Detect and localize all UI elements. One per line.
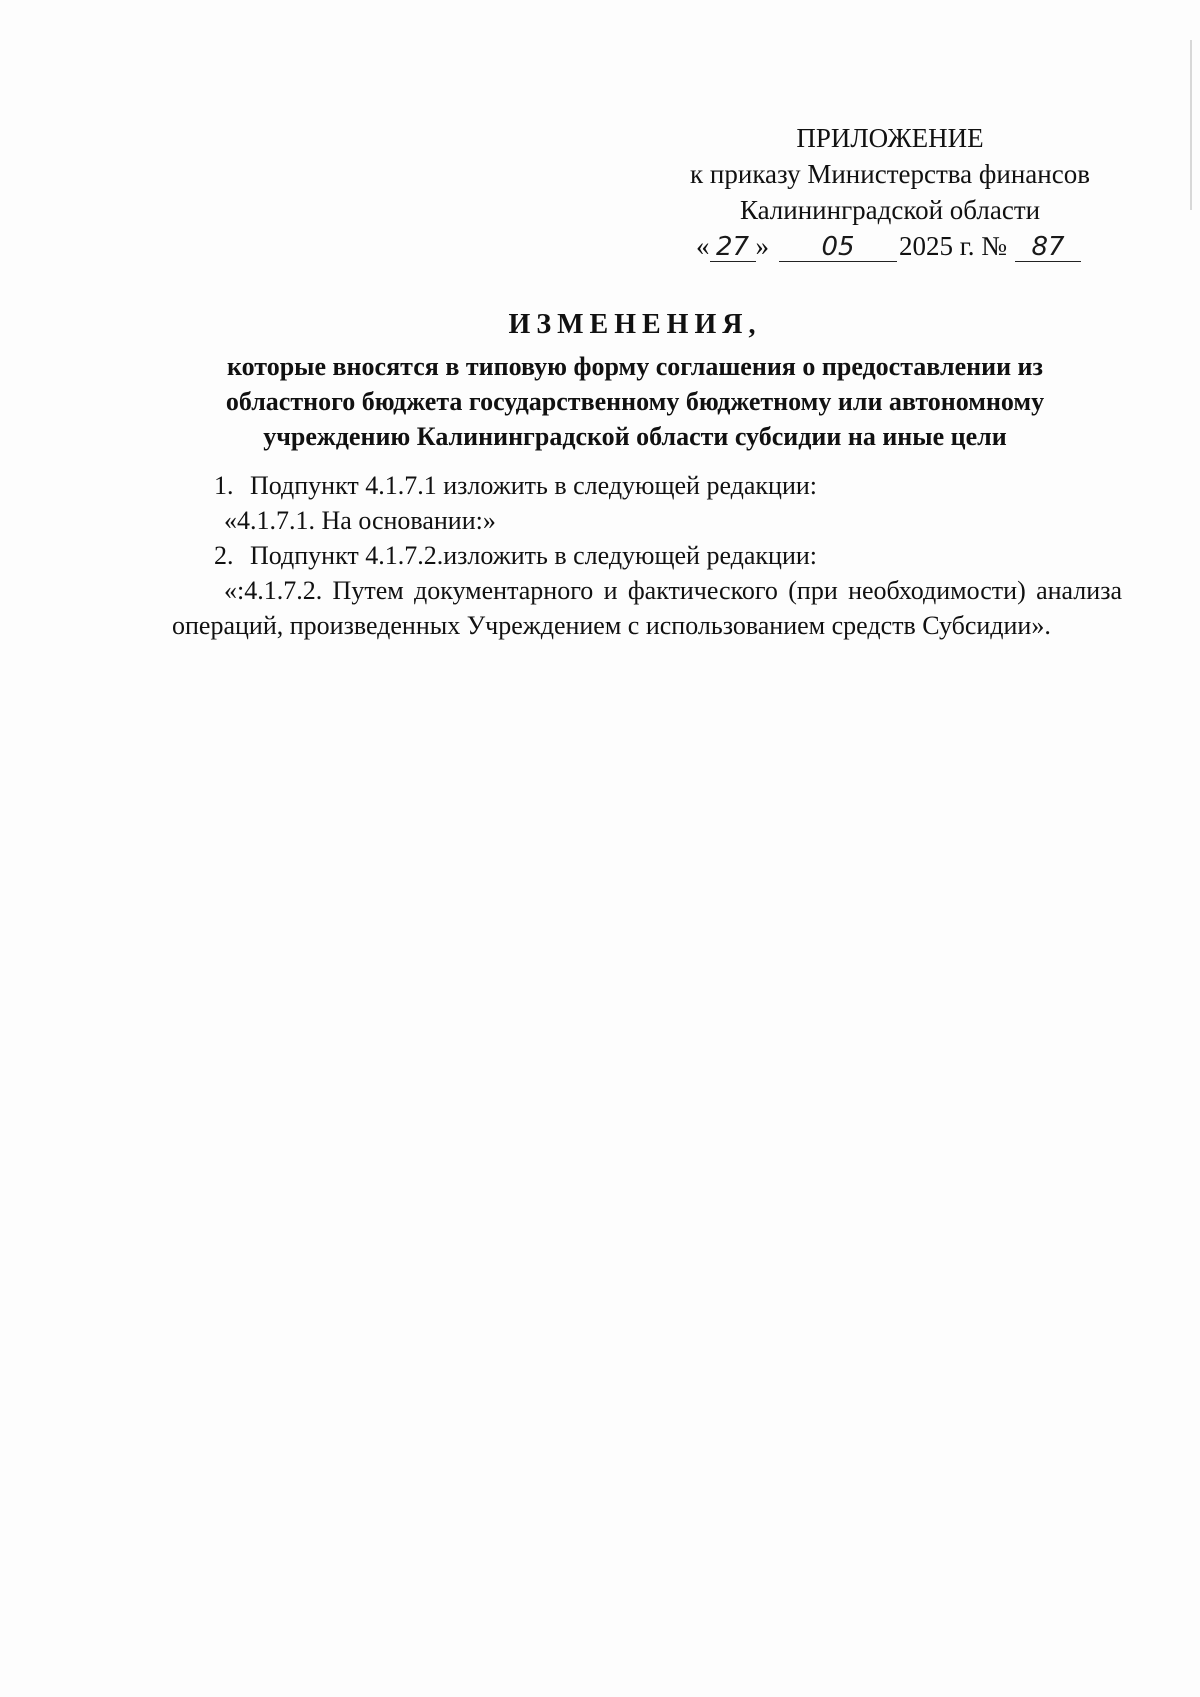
appendix-title: ПРИЛОЖЕНИЕ: [796, 123, 984, 153]
date-open-quote: «: [696, 231, 710, 261]
list-item: [172, 538, 1122, 573]
appendix-region: Калининградской области: [739, 195, 1041, 225]
date-day-handwritten: 27: [710, 233, 756, 262]
appendix-header: [660, 120, 1120, 264]
date-year-label: 2025 г. №: [899, 231, 1008, 261]
item-text: Подпункт 4.1.7.1 изложить в следующей редакции:: [250, 471, 818, 500]
scan-edge-mark: [1190, 40, 1192, 210]
item-number: 2.: [214, 541, 234, 570]
item-number: 1.: [214, 471, 234, 500]
quoted-text: «4.1.7.1. На основании:»: [224, 506, 496, 535]
date-close-quote: »: [755, 231, 769, 261]
document-body: [172, 468, 1122, 643]
item-text: Подпункт 4.1.7.2.изложить в следующей редакции:: [250, 541, 818, 570]
heading-subtitle: которые вносятся в типовую форму соглашения о предоставлении из областного бюджета государственному бюджетному или автономному учреждению Калининградской области субсидии на иные цели: [225, 352, 1045, 451]
appendix-order-reference: к приказу Министерства финансов: [690, 159, 1090, 189]
quoted-text: «:4.1.7.2. Путем документарного и фактического (при необходимости) анализа операций, произведенных Учреждением с использованием средств Субсидии».: [172, 576, 1122, 640]
list-item: [172, 468, 1122, 503]
appendix-date-line: [660, 228, 1120, 264]
document-heading: [170, 305, 1100, 454]
document-number-handwritten: 87: [1015, 233, 1081, 262]
heading-title: ИЗМЕНЕНИЯ,: [508, 309, 762, 340]
date-month-handwritten: 05: [779, 233, 897, 262]
